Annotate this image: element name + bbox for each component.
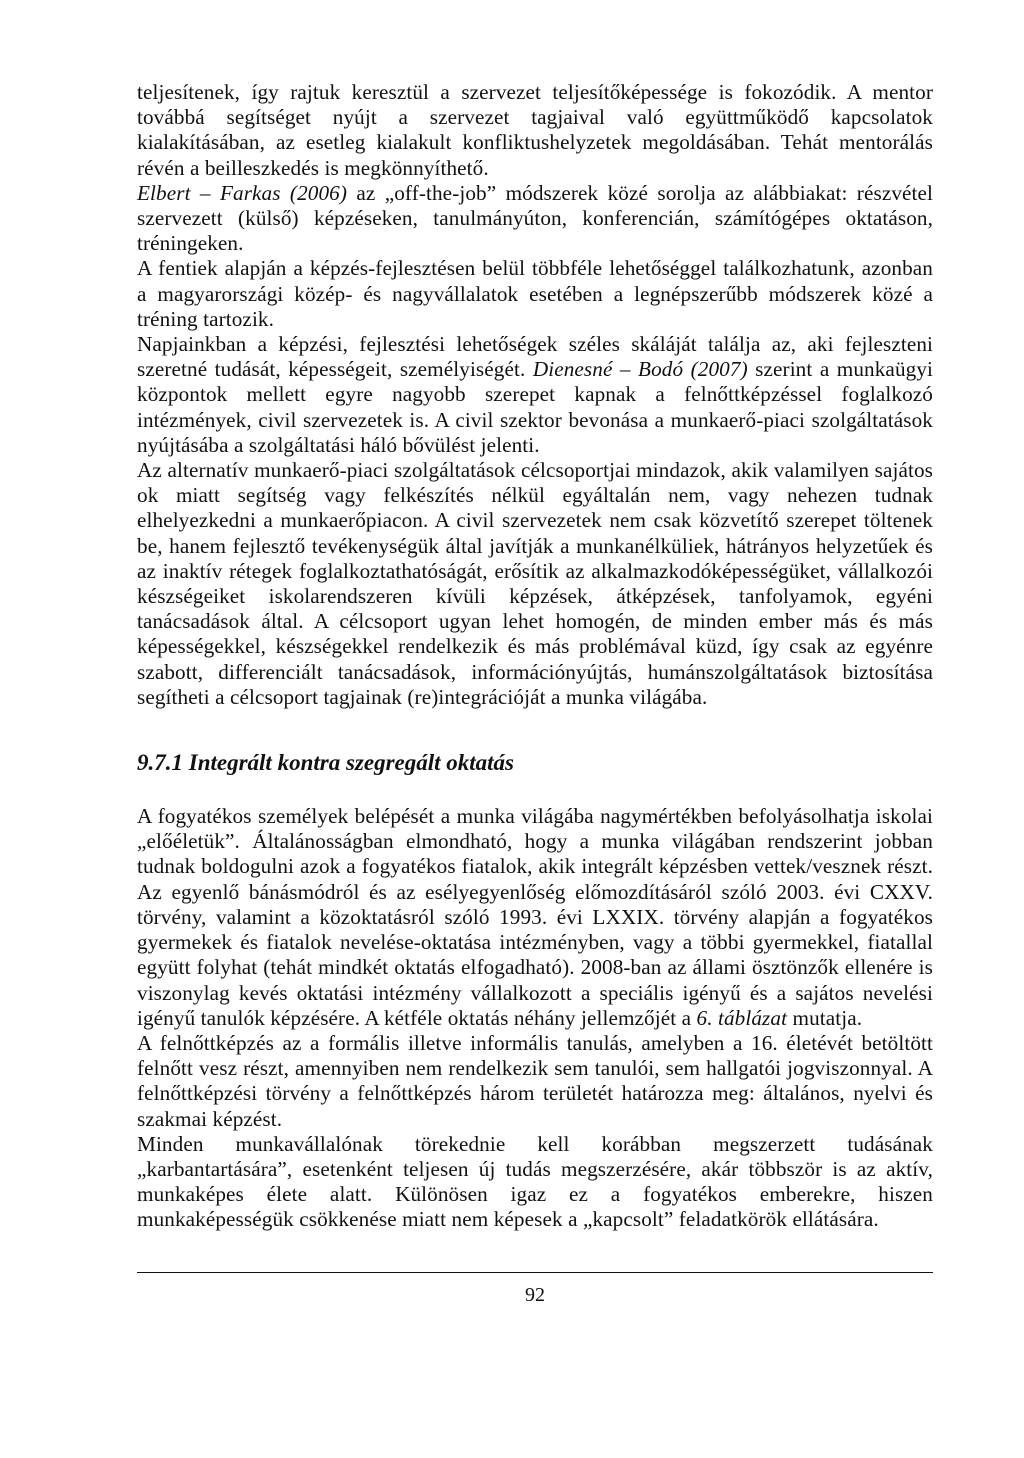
- text-run: Napjainkban a képzési, fejlesztési lehetőségek széles skáláját találja az, aki fejleszteni szeretné tudását, képességeit, személyiségét.: [137, 332, 933, 382]
- paragraph: [137, 80, 933, 181]
- paragraph: [137, 1031, 933, 1132]
- section-heading: 9.7.1 Integrált kontra szegregált oktatás: [137, 750, 514, 776]
- footer-divider: [137, 1272, 933, 1273]
- text-run: Az alternatív munkaerő-piaci szolgáltatások célcsoportjai mindazok, akik valamilyen sajátos ok miatt segítség vagy felkészítés nélkül egyáltalán nem, vagy nehezen tudnak elhelyezkedni a munkaerőpiacon. A civil szervezetek nem csak közvetítő szerepet töltenek be, hanem fejlesztő tevékenységük által javítják a munkanélküliek, hátrányos helyzetűek és az inaktív rétegek foglalkoztathatóságát, erősítik az alkalmazkodóképességüket, vállalkozói készségeiket iskolarendszeren kívüli képzések, átképzések, tanfolyamok, egyéni tanácsadások által. A célcsoport ugyan lehet homogén, de minden ember más és más képességekkel, készségekkel rendelkezik és más problémával küzd, így csak az egyénre szabott, differenciált tanácsadások, információnyújtás, humánszolgáltatások biztosítása segítheti a célcsoport tagjainak (re)integrációját a munka világába.: [137, 458, 933, 709]
- text-run: A fogyatékos személyek belépését a munka világába nagymértékben befolyásolhatja iskolai „előéletük”. Általánosságban elmondható, hogy a munka világában rendszerint jobban tudnak boldogulni azok a fogyatékos fiatalok, akik integrált képzésben vettek/vesznek részt. Az egyenlő bánásmódról és az esélyegyenlőség előmozdításáról szóló 2003. évi CXXV. törvény, valamint a közoktatásról szóló 1993. évi LXXIX. törvény alapján a fogyatékos gyermekek és fiatalok nevelése-oktatása intézményben, vagy a többi gyermekkel, fiatallal együtt folyhat (tehát mindkét oktatás elfogadható). 2008-ban az állami ösztönzők ellenére is viszonylag kevés oktatási intézmény vállalkozott a speciális igényű és a sajátos nevelési igényű tanulók képzésére. A kétféle oktatás néhány jellemzőjét a: [137, 804, 933, 1030]
- document-page: [137, 80, 933, 1233]
- paragraph: [137, 804, 933, 1031]
- text-run: mutatja.: [787, 1005, 863, 1030]
- text-run: A felnőttképzés az a formális illetve informális tanulás, amelyben a 16. életévét betöltött felnőtt vesz részt, amennyiben nem rendelkezik sem tanulói, sem hallgatói jogviszonnyal. A felnőttképzési törvény a felnőttképzés három területét határozza meg: általános, nyelvi és szakmai képzést.: [137, 1030, 933, 1131]
- spacer: [137, 710, 933, 748]
- body-text-after-heading: [137, 804, 933, 1232]
- paragraph: [137, 181, 933, 257]
- text-run: Minden munkavállalónak törekednie kell korábban megszerzett tudásának „karbantartására”, esetenként teljesen új tudás megszerzésére, akár többször is az aktív, munkaképes élete alatt. Különösen igaz ez a fogyatékos emberekre, hiszen munkaképességük csökkenése miatt nem képesek a „kapcsolt” feladatkörök ellátására.: [137, 1131, 933, 1232]
- citation-text: Dienesné – Bodó (2007): [532, 357, 748, 382]
- paragraph: [137, 332, 933, 458]
- page-number: 92: [525, 1284, 545, 1306]
- table-reference: 6. táblázat: [696, 1005, 788, 1030]
- text-run: az „off-the-job” módszerek közé sorolja az alábbiakat: részvétel szervezett (külső) képzéseken, tanulmányúton, konferencián, számítógépes oktatáson, tréningeken.: [137, 180, 933, 256]
- paragraph: [137, 458, 933, 710]
- spacer: [137, 778, 933, 804]
- paragraph: [137, 1132, 933, 1233]
- text-run: A fentiek alapján a képzés-fejlesztésen belül többféle lehetőséggel találkozhatunk, azonban a magyarországi közép- és nagyvállalatok esetében a legnépszerűbb módszerek közé a tréning tartozik.: [137, 256, 933, 331]
- text-run: teljesítenek, így rajtuk keresztül a szervezet teljesítőképessége is fokozódik. A mentor továbbá segítséget nyújt a szervezet tagjaival való együttműködő kapcsolatok kialakításában, az esetleg kialakult konfliktushelyzetek megoldásában. Tehát mentorálás révén a beilleszkedés is megkönnyíthető.: [137, 80, 933, 180]
- citation-text: Elbert – Farkas (2006): [137, 180, 348, 205]
- text-run: szerint a munkaügyi központok mellett egyre nagyobb szerepet kapnak a felnőttképzéssel foglalkozó intézmények, civil szervezetek is. A civil szektor bevonása a munkaerő-piaci szolgáltatások nyújtásába a szolgáltatási háló bővülést jelenti.: [137, 357, 934, 457]
- paragraph: [137, 256, 933, 332]
- body-text-before-heading: [137, 80, 933, 710]
